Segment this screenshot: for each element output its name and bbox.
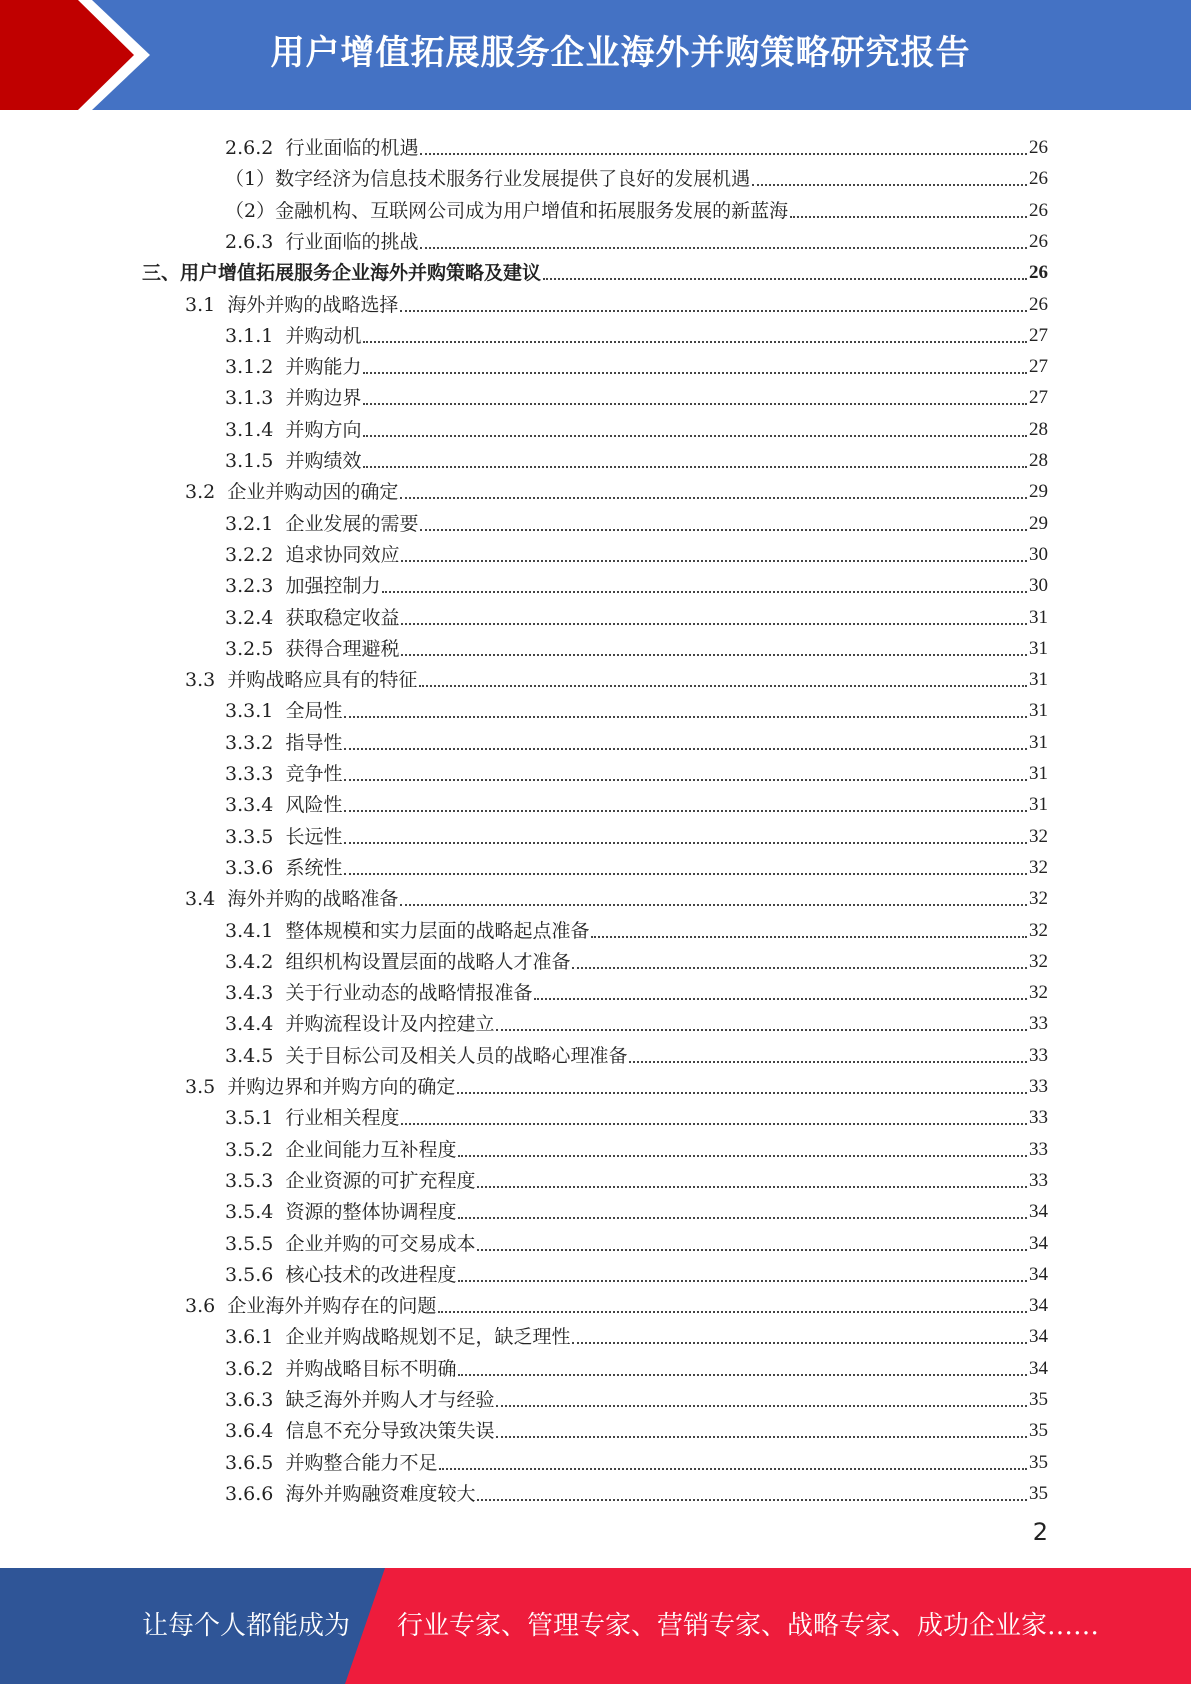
toc-entry-page: 34 (1029, 1263, 1048, 1285)
toc-dot-leader (401, 654, 1027, 656)
toc-entry-title: 并购边界 (285, 387, 362, 410)
toc-spacer (273, 575, 285, 597)
toc-entry-title: 并购战略应具有的特征 (227, 669, 418, 692)
toc-entry[interactable] (185, 1067, 1048, 1098)
toc-entry[interactable] (225, 128, 1048, 159)
toc-spacer (215, 669, 227, 691)
toc-entry-page: 33 (1029, 1138, 1048, 1160)
toc-entry-title: 并购战略目标不明确 (285, 1357, 457, 1380)
toc-entry-number: 3.3.6 (225, 856, 274, 879)
toc-entry-title: 指导性 (285, 731, 343, 754)
toc-entry[interactable] (225, 1004, 1048, 1035)
toc-entry[interactable] (225, 1411, 1048, 1442)
toc-entry-page: 28 (1029, 418, 1048, 440)
toc-dot-leader (363, 435, 1027, 437)
toc-spacer (273, 1483, 285, 1505)
toc-spacer (273, 1358, 285, 1380)
toc-dot-leader (752, 184, 1027, 186)
toc-spacer (215, 294, 227, 316)
toc-dot-leader (438, 1311, 1027, 1313)
toc-dot-leader (629, 1061, 1027, 1063)
toc-spacer (273, 951, 285, 973)
toc-entry-title: 关于行业动态的战略情报准备 (285, 982, 533, 1005)
toc-dot-leader (572, 1342, 1027, 1344)
toc-dot-leader (572, 967, 1027, 969)
toc-entry-page: 35 (1029, 1389, 1048, 1410)
toc-entry[interactable] (225, 159, 1048, 190)
toc-entry-title: 企业发展的需要 (285, 512, 419, 535)
toc-entry[interactable] (225, 911, 1048, 942)
toc-entry-number: 2.6.2 (225, 137, 274, 159)
toc-dot-leader (363, 341, 1027, 343)
toc-entry-number: 3.3.3 (225, 763, 274, 785)
page-header (0, 0, 1191, 110)
toc-entry-page: 33 (1029, 1076, 1048, 1097)
toc-entry[interactable] (225, 504, 1048, 535)
toc-entry-title: 行业相关程度 (285, 1107, 400, 1130)
toc-entry-page: 26 (1029, 168, 1048, 190)
toc-entry[interactable] (225, 191, 1048, 222)
toc-entry[interactable] (225, 1255, 1048, 1286)
toc-spacer (273, 763, 285, 785)
toc-entry[interactable] (225, 1224, 1048, 1255)
toc-spacer (273, 356, 285, 378)
toc-entry-page: 26 (1029, 293, 1048, 315)
toc-entry-title: 企业并购动因的确定 (227, 481, 399, 504)
toc-entry[interactable] (225, 1349, 1048, 1380)
toc-spacer (273, 419, 285, 441)
toc-entry-number: 3.2 (185, 481, 216, 504)
toc-entry-number: 3.6.2 (225, 1357, 274, 1380)
toc-entry-number: 3.3.4 (225, 794, 274, 817)
toc-entry[interactable] (225, 441, 1048, 472)
toc-entry-number: 3.5.4 (225, 1201, 274, 1224)
toc-entry-page: 35 (1029, 1451, 1048, 1473)
toc-dot-leader (344, 810, 1027, 812)
toc-entry[interactable] (225, 1443, 1048, 1474)
toc-entry-title: 企业间能力互补程度 (285, 1138, 457, 1161)
toc-entry-title: 三、用户增值拓展服务企业海外并购策略及建议 (142, 262, 542, 285)
toc-entry-page: 31 (1029, 700, 1048, 722)
toc-dot-leader (477, 1249, 1027, 1251)
toc-dot-leader (363, 466, 1027, 468)
toc-entry-number: 3.6.1 (225, 1326, 274, 1349)
toc-entry[interactable] (225, 535, 1048, 566)
toc-spacer (215, 1076, 227, 1098)
toc-dot-leader (457, 1092, 1027, 1094)
toc-entry-number: 3.1.1 (225, 324, 274, 347)
toc-dot-leader (400, 497, 1027, 499)
toc-entry[interactable] (225, 942, 1048, 973)
toc-entry[interactable] (185, 285, 1048, 316)
toc-entry-page: 34 (1029, 1201, 1048, 1223)
toc-entry-page: 29 (1029, 481, 1048, 503)
toc-entry[interactable] (142, 253, 1048, 284)
toc-entry-number: 3.4.1 (225, 919, 274, 942)
page-number: 2 (1032, 1518, 1048, 1546)
toc-entry-number: 3.6.3 (225, 1389, 274, 1411)
toc-spacer (215, 481, 227, 503)
toc-entry-page: 27 (1029, 324, 1048, 346)
toc-entry-number: 3.5.1 (225, 1107, 274, 1130)
toc-dot-leader (344, 779, 1027, 781)
toc-entry-number: 3.5 (185, 1076, 216, 1098)
toc-entry-page: 27 (1029, 356, 1048, 378)
toc-entry-title: 关于目标公司及相关人员的战略心理准备 (285, 1044, 628, 1067)
toc-entry-page: 28 (1029, 450, 1048, 471)
toc-entry[interactable] (225, 598, 1048, 629)
toc-entry-number: 3.2.2 (225, 543, 274, 566)
toc-entry-title: 海外并购的战略选择 (227, 293, 399, 316)
toc-entry-title: 组织机构设置层面的战略人才准备 (285, 950, 571, 973)
toc-entry-number: 3.3 (185, 669, 216, 692)
toc-entry-page: 26 (1029, 137, 1048, 158)
toc-spacer (273, 1389, 285, 1411)
toc-entry-title: 加强控制力 (285, 575, 381, 598)
toc-entry-title: 资源的整体协调程度 (285, 1201, 457, 1224)
toc-entry-number: 3.2.3 (225, 575, 274, 598)
toc-entry-number: 3.6.6 (225, 1482, 274, 1505)
toc-entry-page: 33 (1029, 1013, 1048, 1035)
toc-entry-page: 33 (1029, 1107, 1048, 1129)
toc-dot-leader (790, 216, 1027, 218)
footer-slogan-right: 行业专家、管理专家、营销专家、战略专家、成功企业家…… (397, 1611, 1100, 1641)
toc-spacer (273, 1107, 285, 1129)
toc-entry-number: 3.4.5 (225, 1044, 274, 1067)
toc-spacer (273, 1233, 285, 1255)
toc-dot-leader (496, 1405, 1027, 1407)
toc-entry[interactable] (225, 754, 1048, 785)
toc-entry[interactable] (225, 1474, 1048, 1505)
toc-entry-page: 31 (1029, 794, 1048, 816)
toc-entry-number: （1） (225, 168, 276, 191)
toc-entry[interactable] (225, 410, 1048, 441)
toc-entry[interactable] (225, 723, 1048, 754)
toc-entry-title: 海外并购的战略准备 (227, 888, 399, 911)
toc-entry[interactable] (225, 848, 1048, 879)
toc-entry-page: 31 (1029, 731, 1048, 753)
toc-entry-page: 33 (1029, 1169, 1048, 1191)
toc-entry-title: 行业面临的挑战 (285, 230, 419, 253)
toc-dot-leader (344, 873, 1027, 875)
toc-entry[interactable] (225, 817, 1048, 848)
toc-entry-number: 3.3.1 (225, 700, 274, 723)
toc-spacer (273, 1139, 285, 1161)
toc-entry[interactable] (225, 316, 1048, 347)
toc-entry-title: 系统性 (285, 856, 343, 879)
toc-dot-leader (496, 1029, 1027, 1031)
toc-spacer (273, 700, 285, 722)
toc-entry-page: 35 (1029, 1482, 1048, 1504)
toc-entry-title: 长远性 (285, 825, 343, 848)
toc-entry[interactable] (225, 222, 1048, 253)
toc-entry-title: 风险性 (285, 794, 343, 817)
toc-spacer (273, 826, 285, 848)
toc-entry-page: 32 (1029, 919, 1048, 941)
toc-dot-leader (458, 1217, 1027, 1219)
toc-entry-title: 全局性 (285, 700, 343, 723)
toc-dot-leader (420, 529, 1027, 531)
toc-entry-title: 数字经济为信息技术服务行业发展提供了良好的发展机遇 (275, 168, 751, 191)
toc-entry-page: 29 (1029, 512, 1048, 534)
toc-spacer (273, 857, 285, 879)
toc-entry-title: 核心技术的改进程度 (285, 1263, 457, 1286)
toc-entry-number: 3.2.1 (225, 512, 274, 535)
toc-entry-title: 并购绩效 (285, 450, 362, 472)
toc-spacer (273, 1013, 285, 1035)
toc-entry-number: 3.5.3 (225, 1169, 274, 1192)
toc-spacer (273, 231, 285, 253)
toc-entry-title: 并购方向 (285, 418, 362, 441)
red-arrow-decoration (0, 0, 160, 110)
toc-entry[interactable] (225, 629, 1048, 660)
toc-spacer (273, 982, 285, 1004)
toc-entry[interactable] (185, 472, 1048, 503)
toc-entry-number: 2.6.3 (225, 230, 274, 253)
toc-spacer (215, 1295, 227, 1317)
toc-entry-page: 32 (1029, 888, 1048, 910)
page-footer (0, 1568, 1191, 1684)
toc-entry-page: 31 (1029, 669, 1048, 691)
toc-entry-page: 26 (1029, 199, 1048, 221)
toc-entry-number: 3.6.4 (225, 1420, 274, 1443)
toc-entry[interactable] (225, 378, 1048, 409)
toc-spacer (273, 513, 285, 535)
toc-dot-leader (344, 842, 1027, 844)
toc-spacer (273, 638, 285, 660)
toc-entry-page: 32 (1029, 982, 1048, 1004)
toc-entry[interactable] (225, 1130, 1048, 1161)
toc-dot-leader (419, 685, 1027, 687)
toc-entry[interactable] (185, 879, 1048, 910)
toc-entry-number: 3.5.6 (225, 1263, 274, 1286)
toc-entry-page: 32 (1029, 856, 1048, 878)
toc-entry[interactable] (225, 691, 1048, 722)
toc-dot-leader (344, 716, 1027, 718)
toc-spacer (215, 888, 227, 910)
toc-entry-page: 34 (1029, 1326, 1048, 1348)
toc-entry-title: 企业并购的可交易成本 (285, 1232, 476, 1255)
toc-entry[interactable] (185, 1286, 1048, 1317)
toc-spacer (273, 1170, 285, 1192)
toc-dot-leader (363, 372, 1027, 374)
toc-entry-title: 信息不充分导致决策失误 (285, 1420, 495, 1443)
toc-entry-number: 3.4.3 (225, 982, 274, 1005)
toc-entry-title: 企业海外并购存在的问题 (227, 1295, 437, 1318)
toc-entry-page: 30 (1029, 543, 1048, 565)
toc-spacer (273, 1264, 285, 1286)
toc-entry-title: 并购整合能力不足 (285, 1451, 438, 1474)
toc-spacer (273, 1420, 285, 1442)
toc-spacer (273, 450, 285, 472)
toc-entry-page: 35 (1029, 1420, 1048, 1442)
toc-entry-page: 32 (1029, 950, 1048, 972)
toc-entry-number: 3.6.5 (225, 1451, 274, 1474)
toc-entry-page: 31 (1029, 637, 1048, 659)
toc-dot-leader (401, 1123, 1027, 1125)
toc-spacer (273, 920, 285, 942)
toc-entry[interactable] (225, 566, 1048, 597)
toc-entry-number: 3.4.4 (225, 1013, 274, 1036)
toc-entry-number: （2） (225, 199, 276, 222)
toc-entry[interactable] (225, 1380, 1048, 1411)
toc-entry[interactable] (225, 1036, 1048, 1067)
toc-entry[interactable] (225, 1098, 1048, 1129)
toc-entry-title: 追求协同效应 (285, 543, 400, 566)
toc-spacer (273, 732, 285, 754)
toc-entry[interactable] (225, 1161, 1048, 1192)
toc-entry[interactable] (225, 1192, 1048, 1223)
toc-entry-page: 30 (1029, 575, 1048, 597)
toc-entry-title: 企业并购战略规划不足，缺乏理性 (285, 1326, 571, 1349)
toc-entry-number: 3.1.3 (225, 387, 274, 410)
toc-entry-title: 并购动机 (285, 324, 362, 347)
toc-entry[interactable] (225, 785, 1048, 816)
toc-entry-title: 竞争性 (285, 763, 343, 785)
toc-entry-title: 海外并购融资难度较大 (285, 1482, 476, 1505)
toc-entry-number: 3.1.5 (225, 450, 274, 472)
toc-spacer (273, 1045, 285, 1067)
toc-entry-title: 企业资源的可扩充程度 (285, 1169, 476, 1192)
footer-slogan-left: 让每个人都能成为 (142, 1611, 351, 1641)
toc-entry-title: 行业面临的机遇 (285, 137, 419, 159)
toc-dot-leader (439, 1468, 1027, 1470)
toc-spacer (273, 544, 285, 566)
toc-dot-leader (458, 1155, 1027, 1157)
toc-entry-page: 34 (1029, 1232, 1048, 1254)
toc-entry-number: 3.5.5 (225, 1232, 274, 1255)
toc-entry-page: 31 (1029, 763, 1048, 784)
toc-spacer (273, 1326, 285, 1348)
toc-dot-leader (477, 1186, 1027, 1188)
toc-dot-leader (400, 310, 1027, 312)
toc-entry-title: 并购边界和并购方向的确定 (227, 1076, 456, 1098)
toc-dot-leader (458, 1374, 1027, 1376)
toc-entry-page: 31 (1029, 606, 1048, 628)
toc-dot-leader (382, 591, 1027, 593)
toc-entry-number: 3.2.4 (225, 606, 274, 629)
toc-dot-leader (401, 560, 1027, 562)
toc-entry-title: 金融机构、互联网公司成为用户增值和拓展服务发展的新蓝海 (275, 199, 789, 222)
toc-entry-number: 3.1 (185, 293, 216, 316)
toc-dot-leader (363, 403, 1027, 405)
toc-spacer (273, 325, 285, 347)
toc-entry-page: 34 (1029, 1295, 1048, 1317)
toc-dot-leader (401, 623, 1027, 625)
toc-spacer (273, 387, 285, 409)
toc-spacer (273, 1452, 285, 1474)
toc-entry[interactable] (185, 660, 1048, 691)
toc-dot-leader (591, 936, 1027, 938)
toc-entry-title: 并购能力 (285, 356, 362, 379)
toc-entry-title: 并购流程设计及内控建立 (285, 1013, 495, 1036)
toc-entry-number: 3.1.2 (225, 356, 274, 379)
toc-dot-leader (400, 904, 1027, 906)
toc-spacer (273, 794, 285, 816)
toc-dot-leader (477, 1499, 1027, 1501)
toc-entry-title: 获得合理避税 (285, 637, 400, 660)
toc-entry-title: 整体规模和实力层面的战略起点准备 (285, 919, 590, 942)
toc-entry-page: 26 (1029, 230, 1048, 252)
toc-dot-leader (420, 247, 1027, 249)
toc-spacer (273, 137, 285, 159)
toc-entry-number: 3.4.2 (225, 950, 274, 973)
toc-entry[interactable] (225, 973, 1048, 1004)
report-title: 用户增值拓展服务企业海外并购策略研究报告 (270, 33, 971, 73)
toc-dot-leader (496, 1436, 1027, 1438)
toc-dot-leader (534, 998, 1027, 1000)
toc-entry-number: 3.3.2 (225, 731, 274, 754)
toc-entry-page: 26 (1029, 262, 1048, 284)
toc-dot-leader (543, 278, 1027, 280)
toc-entry-page: 33 (1029, 1044, 1048, 1066)
toc-entry-number: 3.4 (185, 888, 216, 911)
toc-spacer (273, 607, 285, 629)
toc-entry-title: 缺乏海外并购人才与经验 (285, 1389, 495, 1411)
toc-entry[interactable] (225, 1317, 1048, 1348)
toc-spacer (273, 1201, 285, 1223)
toc-entry-number: 3.6 (185, 1295, 216, 1318)
toc-dot-leader (420, 153, 1027, 155)
toc-entry-page: 27 (1029, 387, 1048, 409)
toc-dot-leader (344, 748, 1027, 750)
toc-entry-number: 3.3.5 (225, 825, 274, 848)
toc-entry-number: 3.5.2 (225, 1138, 274, 1161)
toc-entry-number: 3.2.5 (225, 637, 274, 660)
toc-dot-leader (458, 1280, 1027, 1282)
toc-entry-number: 3.1.4 (225, 418, 274, 441)
toc-entry[interactable] (225, 347, 1048, 378)
toc-entry-title: 获取稳定收益 (285, 606, 400, 629)
toc-entry-page: 34 (1029, 1357, 1048, 1379)
toc-entry-page: 32 (1029, 825, 1048, 847)
